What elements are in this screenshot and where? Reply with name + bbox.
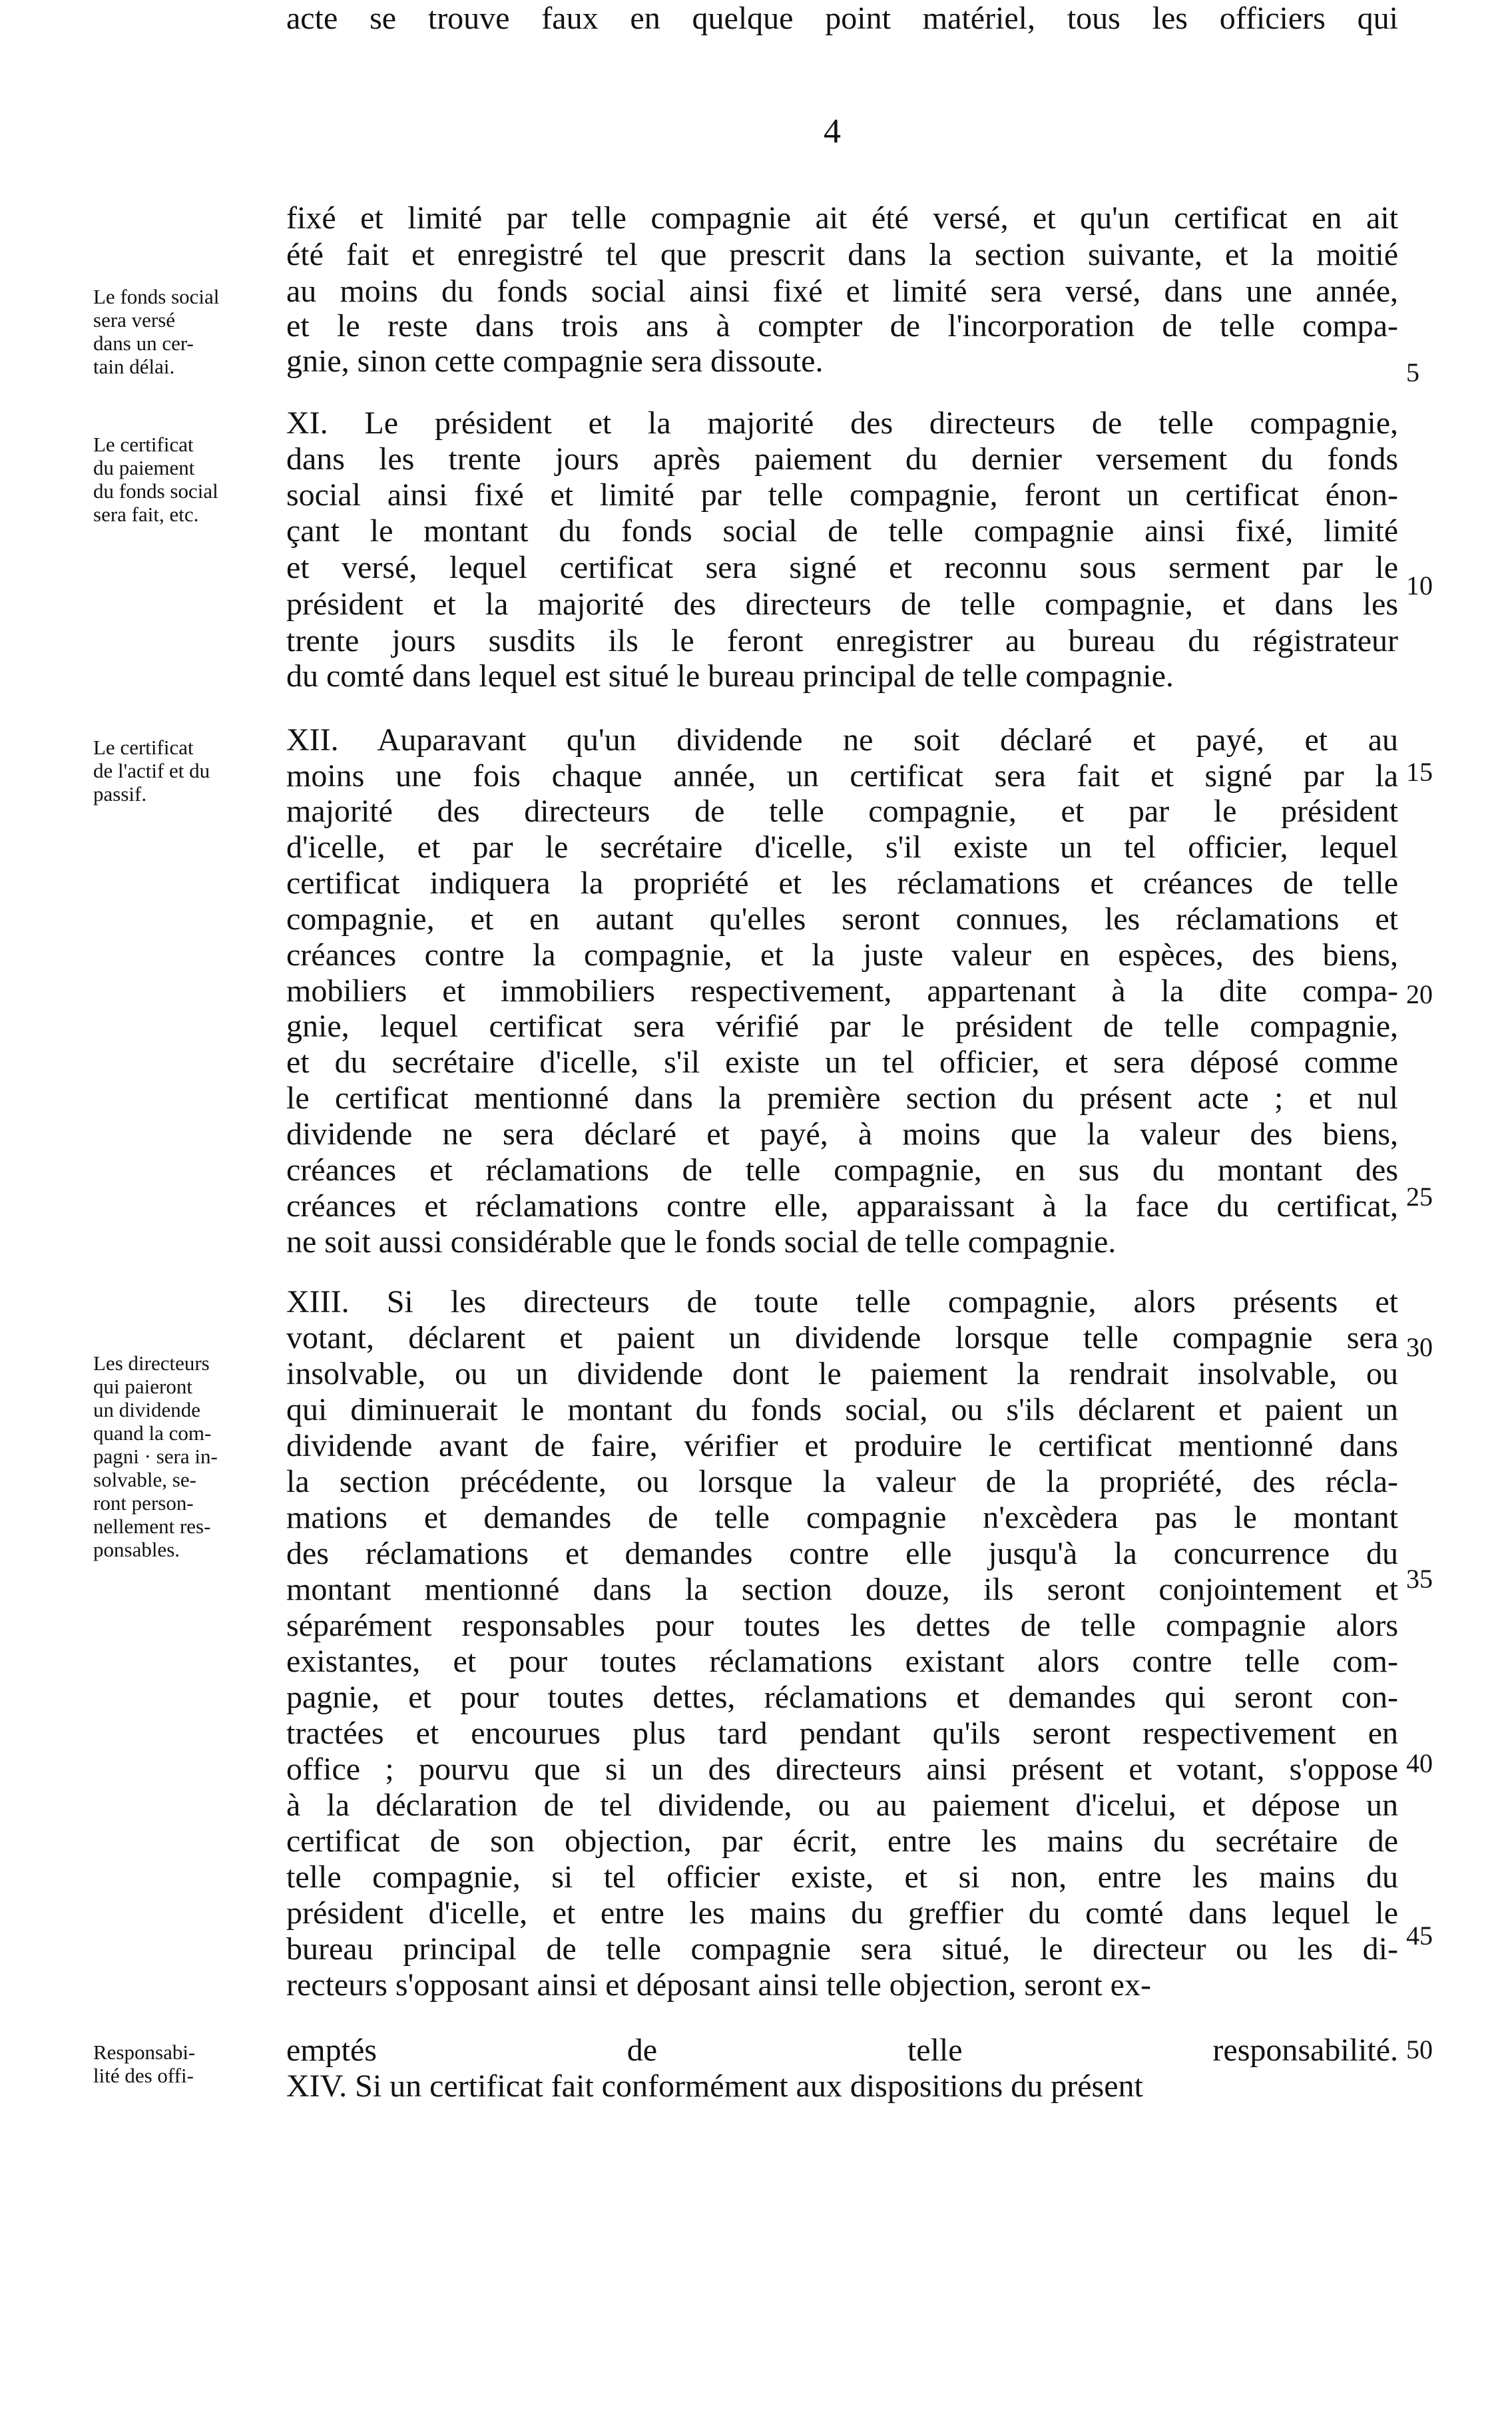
margin-note-line: Les directeurs xyxy=(93,1351,210,1375)
margin-note-line: sera versé xyxy=(93,308,176,332)
body-line: trente jours susdits ils le feront enregistrer au bureau du régistrateur xyxy=(286,623,1398,658)
margin-note-line: nellement res- xyxy=(93,1515,211,1538)
page-number: 4 xyxy=(824,113,841,150)
body-line: XI. Le président et la majorité des directeurs de telle compagnie, xyxy=(286,405,1398,441)
body-line: créances et réclamations de telle compagnie, en sus du montant des xyxy=(286,1152,1398,1188)
body-line: dans les trente jours après paiement du dernier versement du fonds xyxy=(286,441,1398,477)
body-line: moins une fois chaque année, un certificat sera fait et signé par la xyxy=(286,758,1398,794)
body-line: insolvable, ou un dividende dont le paiement la rendrait insolvable, ou xyxy=(286,1356,1398,1391)
body-line: et le reste dans trois ans à compter de l'incorporation de telle compa- xyxy=(286,308,1398,344)
body-line: telle compagnie, si tel officier existe, et si non, entre les mains du xyxy=(286,1859,1398,1895)
body-line: mations et demandes de telle compagnie n'excèdera pas le montant xyxy=(286,1500,1398,1535)
margin-note-line: du fonds social xyxy=(93,479,218,503)
margin-note-line: ponsables. xyxy=(93,1538,180,1561)
margin-note xyxy=(93,1351,283,1561)
body-line: bureau principal de telle compagnie sera situé, le directeur ou les di- xyxy=(286,1931,1398,1967)
margin-note-line: qui paieront xyxy=(93,1375,192,1398)
body-line: certificat de son objection, par écrit, entre les mains du secrétaire de xyxy=(286,1823,1398,1859)
body-line: la section précédente, ou lorsque la valeur de la propriété, des récla- xyxy=(286,1464,1398,1499)
margin-note-line: Le fonds social xyxy=(93,285,220,308)
margin-note-line: sera fait, etc. xyxy=(93,503,199,526)
line-number: 40 xyxy=(1406,1748,1433,1778)
body-line: et versé, lequel certificat sera signé et reconnu sous serment par le xyxy=(286,550,1398,585)
body-line: XII. Auparavant qu'un dividende ne soit déclaré et payé, et au xyxy=(286,722,1398,758)
margin-note-line: ront person- xyxy=(93,1491,194,1515)
body-line: gnie, lequel certificat sera vérifié par le président de telle compagnie, xyxy=(286,1009,1398,1044)
body-line: fixé et limité par telle compagnie ait été versé, et qu'un certificat en ait xyxy=(286,200,1398,236)
body-line: à la déclaration de tel dividende, ou au paiement d'icelui, et dépose un xyxy=(286,1788,1398,1823)
body-line: d'icelle, et par le secrétaire d'icelle, s'il existe un tel officier, lequel xyxy=(286,830,1398,865)
body-line: montant mentionné dans la section douze, ils seront conjointement et xyxy=(286,1572,1398,1607)
margin-note-line: Responsabi- xyxy=(93,2041,196,2064)
body-line: çant le montant du fonds social de telle compagnie ainsi fixé, limité xyxy=(286,513,1398,549)
margin-note-line: solvable, se- xyxy=(93,1468,196,1491)
margin-note-line: passif. xyxy=(93,782,147,806)
line-number: 50 xyxy=(1406,2035,1433,2064)
margin-note-line: un dividende xyxy=(93,1398,200,1421)
margin-note-line: tain délai. xyxy=(93,355,175,378)
margin-note xyxy=(93,285,283,378)
line-number: 35 xyxy=(1406,1564,1433,1594)
body-line: existantes, et pour toutes réclamations existant alors contre telle com- xyxy=(286,1644,1398,1679)
body-line: le certificat mentionné dans la première section du présent acte ; et nul xyxy=(286,1081,1398,1116)
line-number: 15 xyxy=(1406,757,1433,787)
line-number: 20 xyxy=(1406,979,1433,1009)
body-line: président et la majorité des directeurs de telle compagnie, et dans les xyxy=(286,587,1398,622)
body-line: emptés de telle responsabilité. xyxy=(286,2033,1398,2068)
body-line: dividende ne sera déclaré et payé, à moins que la valeur des biens, xyxy=(286,1116,1398,1152)
body-line: certificat indiquera la propriété et les réclamations et créances de telle xyxy=(286,865,1398,901)
line-number: 10 xyxy=(1406,571,1433,601)
body-line: qui diminuerait le montant du fonds social, ou s'ils déclarent et paient un xyxy=(286,1392,1398,1427)
margin-note xyxy=(93,433,283,526)
margin-note xyxy=(93,736,283,806)
margin-note xyxy=(93,2041,283,2087)
body-line: office ; pourvu que si un des directeurs ainsi présent et votant, s'oppose xyxy=(286,1752,1398,1787)
body-line: XIII. Si les directeurs de toute telle compagnie, alors présents et xyxy=(286,1284,1398,1320)
body-line: XIV. Si un certificat fait conformément aux dispositions du présent xyxy=(286,2068,1143,2104)
body-line: été fait et enregistré tel que prescrit dans la section suivante, et la moitié xyxy=(286,237,1398,272)
margin-note-line: quand la com- xyxy=(93,1421,212,1445)
body-line: pagnie, et pour toutes dettes, réclamations et demandes qui seront con- xyxy=(286,1680,1398,1715)
body-line: majorité des directeurs de telle compagnie, et par le président xyxy=(286,794,1398,829)
body-line: ne soit aussi considérable que le fonds social de telle compagnie. xyxy=(286,1224,1117,1260)
line-number: 5 xyxy=(1406,358,1419,387)
line-number: 25 xyxy=(1406,1182,1433,1212)
margin-note-line: du paiement xyxy=(93,456,195,479)
body-line: du comté dans lequel est situé le bureau principal de telle compagnie. xyxy=(286,658,1174,694)
margin-note-line: lité des offi- xyxy=(93,2064,194,2087)
body-line: et du secrétaire d'icelle, s'il existe un tel officier, et sera déposé comme xyxy=(286,1045,1398,1080)
body-line: mobiliers et immobiliers respectivement, appartenant à la dite compa- xyxy=(286,973,1398,1009)
body-line: votant, déclarent et paient un dividende lorsque telle compagnie sera xyxy=(286,1320,1398,1355)
body-line: dividende avant de faire, vérifier et produire le certificat mentionné dans xyxy=(286,1428,1398,1463)
body-line: séparément responsables pour toutes les dettes de telle compagnie alors xyxy=(286,1608,1398,1643)
line-number: 30 xyxy=(1406,1332,1433,1362)
margin-note-line: dans un cer- xyxy=(93,332,194,355)
line-number: 45 xyxy=(1406,1921,1433,1951)
body-line: créances contre la compagnie, et la juste valeur en espèces, des biens, xyxy=(286,937,1398,973)
body-line: social ainsi fixé et limité par telle compagnie, feront un certificat énon- xyxy=(286,477,1398,513)
body-line: tractées et encourues plus tard pendant qu'ils seront respectivement en xyxy=(286,1716,1398,1751)
body-line: gnie, sinon cette compagnie sera dissoute. xyxy=(286,344,824,379)
margin-note-line: pagni · sera in- xyxy=(93,1445,218,1468)
margin-note-line: de l'actif et du xyxy=(93,759,210,782)
body-line: des réclamations et demandes contre elle jusqu'à la concurrence du xyxy=(286,1536,1398,1571)
body-line: créances et réclamations contre elle, apparaissant à la face du certificat, xyxy=(286,1188,1398,1224)
margin-note-line: Le certificat xyxy=(93,433,194,456)
body-line: recteurs s'opposant ainsi et déposant ainsi telle objection, seront ex- xyxy=(286,1967,1151,2003)
body-line: président d'icelle, et entre les mains du greffier du comté dans lequel le xyxy=(286,1895,1398,1931)
margin-note-line: Le certificat xyxy=(93,736,194,759)
body-line: au moins du fonds social ainsi fixé et limité sera versé, dans une année, xyxy=(286,274,1398,309)
body-line: acte se trouve faux en quelque point matériel, tous les officiers qui xyxy=(286,1,1398,36)
body-line: compagnie, et en autant qu'elles seront connues, les réclamations et xyxy=(286,901,1398,937)
